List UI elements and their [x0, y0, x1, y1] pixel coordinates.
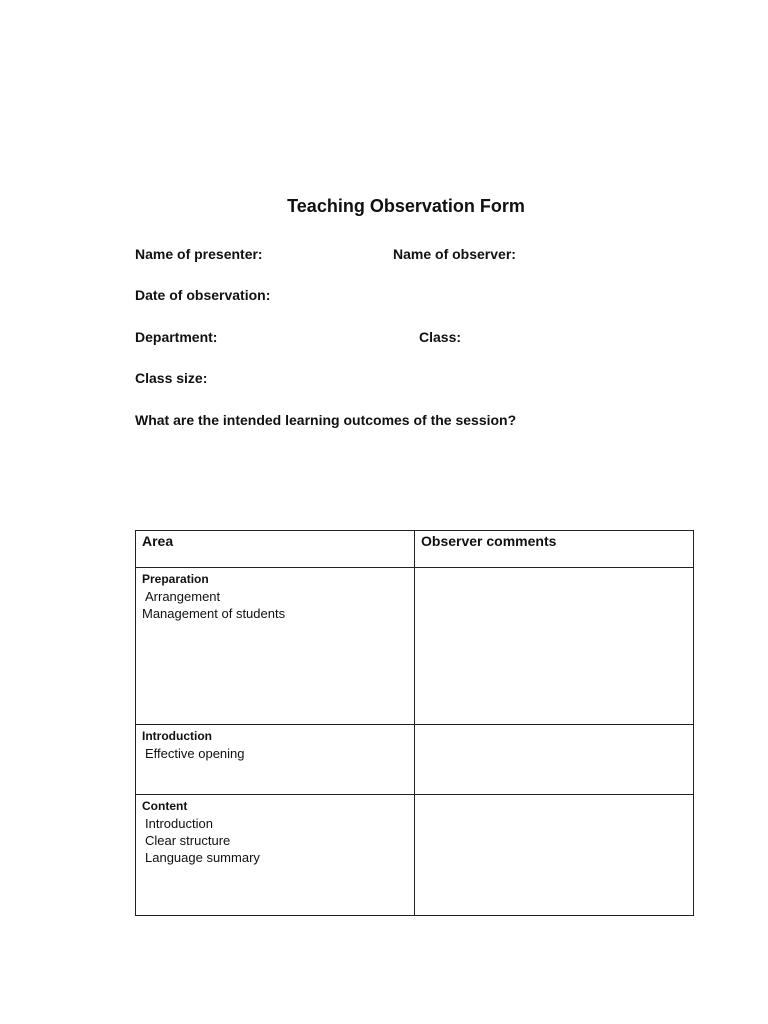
comments-cell[interactable]	[415, 795, 694, 916]
class-size-label: Class size:	[135, 370, 208, 386]
area-title: Introduction	[142, 729, 212, 743]
observation-table	[135, 530, 694, 916]
table-row	[136, 795, 694, 916]
area-item: Clear structure	[145, 833, 231, 848]
presenter-label: Name of presenter:	[135, 246, 263, 262]
area-cell	[136, 795, 415, 916]
area-item: Arrangement	[145, 589, 221, 604]
table-row	[136, 568, 694, 725]
area-header: Area	[136, 531, 415, 568]
comments-header: Observer comments	[415, 531, 694, 568]
date-label: Date of observation:	[135, 287, 271, 303]
class-label: Class:	[419, 329, 462, 345]
observer-label: Name of observer:	[393, 246, 516, 262]
area-item: Effective opening	[145, 746, 245, 761]
area-item: Introduction	[145, 816, 213, 831]
area-cell	[136, 568, 415, 725]
form-title: Teaching Observation Form	[287, 196, 525, 216]
table-header-row	[136, 531, 694, 568]
area-item: Language summary	[145, 850, 260, 865]
table-row	[136, 725, 694, 795]
area-title: Content	[142, 799, 188, 813]
area-item: Management of students	[142, 606, 286, 621]
outcomes-question: What are the intended learning outcomes of the session?	[135, 412, 517, 428]
area-title: Preparation	[142, 572, 209, 586]
department-label: Department:	[135, 329, 218, 345]
area-cell	[136, 725, 415, 795]
comments-cell[interactable]	[415, 725, 694, 795]
comments-cell[interactable]	[415, 568, 694, 725]
